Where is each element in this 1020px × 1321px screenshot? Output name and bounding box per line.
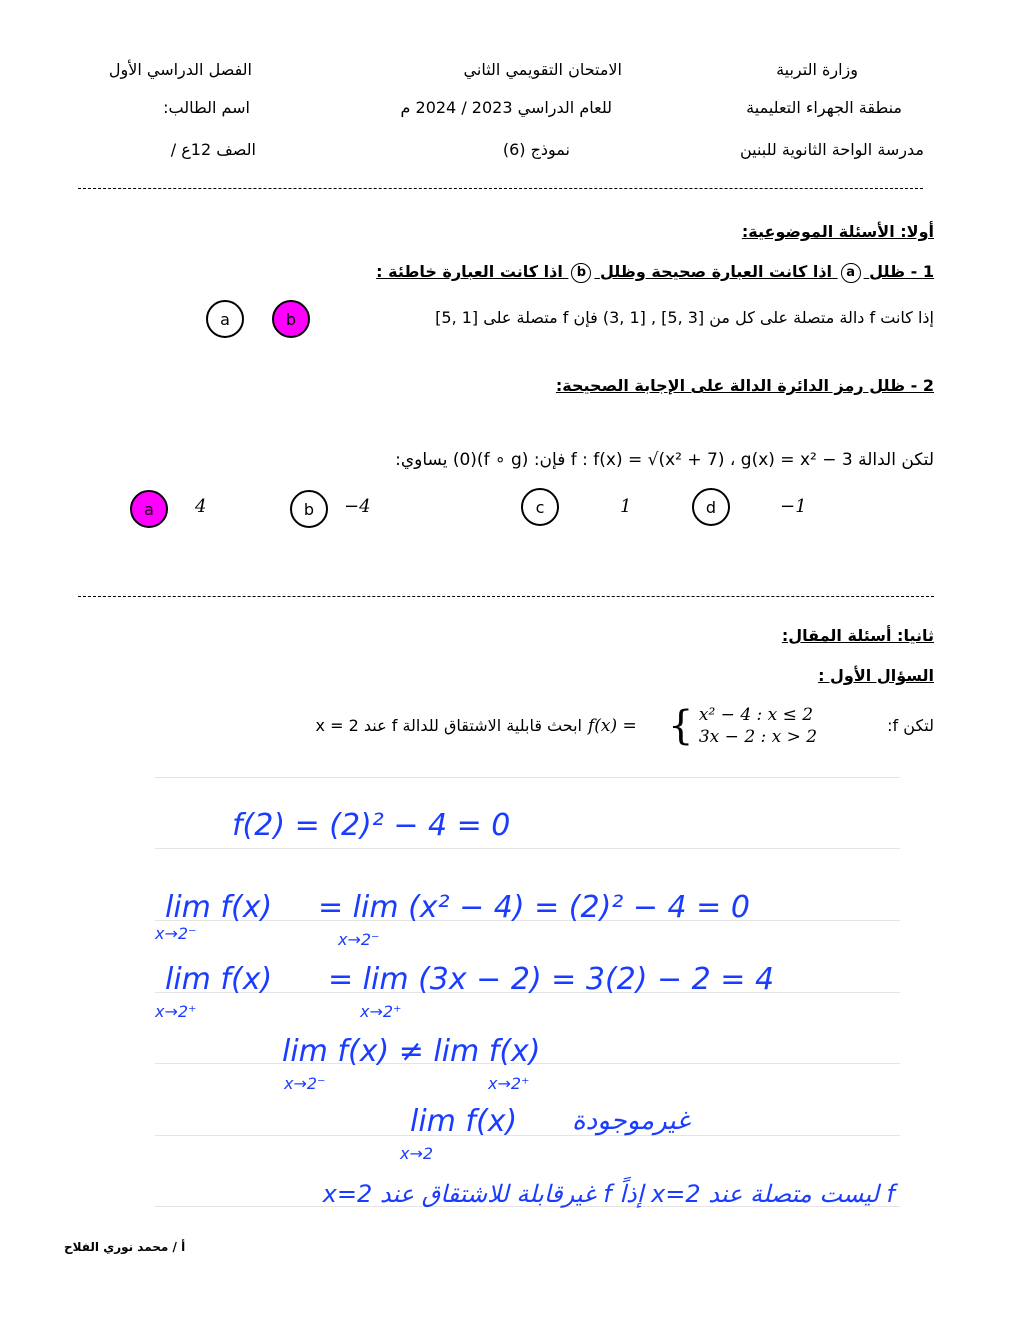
hw-line-4-sub1: x→2⁻ xyxy=(284,1074,326,1093)
hw-line-1: f(2) = (2)² − 4 = 0 xyxy=(232,808,511,843)
hw-line-5: lim f(x) xyxy=(410,1104,518,1139)
academic-year: للعام الدراسي 2023 / 2024 م xyxy=(400,98,612,117)
teacher-name: أ / محمد نوري الفلاح xyxy=(64,1240,186,1254)
q1-instruction: 1 - ظلل a اذا كانت العبارة صحيحة وظلل b اذا كانت العبارة خاطئة : xyxy=(376,262,934,281)
q2-option-a-value: 4 xyxy=(195,496,207,517)
divider xyxy=(78,188,923,189)
q1-choice-a[interactable]: a xyxy=(206,300,244,338)
hw-line-4: lim f(x) ≠ lim f(x) xyxy=(282,1034,541,1069)
school-label: مدرسة الواحة الثانوية للبنين xyxy=(739,140,924,159)
q2-option-d-value: −1 xyxy=(780,496,807,517)
q2-option-c-value: 1 xyxy=(620,496,632,517)
opt-a-icon: a xyxy=(841,263,861,283)
hw-line-6: f ليست متصلة عند x=2 إذاً f غيرقابلة للاشتقاق عند x=2 xyxy=(322,1180,895,1208)
essay-q1-prompt-end: ابحث قابلية الاشتقاق للدالة f عند x = 2 xyxy=(315,716,582,735)
hw-line-3-sub: x→2⁺ xyxy=(155,1002,197,1021)
student-name-label: اسم الطالب: xyxy=(163,98,250,117)
grade-label: الصف 12ع / xyxy=(170,140,256,159)
model-number: نموذج (6) xyxy=(502,140,570,159)
divider xyxy=(78,596,934,597)
hw-line-2-lhs: lim f(x) xyxy=(165,890,273,925)
q2-option-b-value: −4 xyxy=(344,496,371,517)
q2-option-d[interactable]: d xyxy=(692,488,730,526)
section2-title: ثانيا: أسئلة المقال: xyxy=(781,626,934,645)
semester-label: الفصل الدراسي الأول xyxy=(108,60,252,79)
q1-statement: إذا كانت f دالة متصلة على كل من [3 ,5] , [1 ,3) فإن f متصلة على [1 ,5] xyxy=(435,308,934,327)
q2-option-a[interactable]: a xyxy=(130,490,168,528)
piece-2: 3x − 2 : x > 2 xyxy=(698,727,818,747)
hw-line-2-sub: x→2⁻ xyxy=(155,924,197,943)
ministry-label: وزارة التربية xyxy=(776,60,858,79)
f-of-x-label: f(x) = xyxy=(588,716,637,736)
ruled-line xyxy=(155,777,900,778)
essay-q1-prompt-start: لتكن f: xyxy=(887,716,934,735)
section1-title: أولا: الأسئلة الموضوعية: xyxy=(741,222,934,241)
opt-b-icon: b xyxy=(571,263,591,283)
ruled-line xyxy=(155,1135,900,1136)
hw-line-2-sub2: x→2⁻ xyxy=(338,930,380,949)
q2-title: 2 - ظلل رمز الدائرة الدالة على الإجابة الصحيحة: xyxy=(555,376,934,395)
hw-line-5-sub: x→2 xyxy=(400,1144,434,1163)
q2-option-b[interactable]: b xyxy=(290,490,328,528)
q1-choice-b[interactable]: b xyxy=(272,300,310,338)
hw-line-5-arabic: غيرموجودة xyxy=(572,1106,690,1136)
district-label: منطقة الجهراء التعليمية xyxy=(746,98,902,117)
q2-option-c[interactable]: c xyxy=(521,488,559,526)
exam-title: الامتحان التقويمي الثاني xyxy=(463,60,622,79)
hw-line-3-rhs: = lim (3x − 2) = 3(2) − 2 = 4 xyxy=(328,962,775,997)
piecewise-definition: { x² − 4 : x ≤ 2 3x − 2 : x > 2 xyxy=(668,703,818,749)
hw-line-4-sub2: x→2⁺ xyxy=(488,1074,530,1093)
essay-q1-title: السؤال الأول : xyxy=(818,666,934,685)
ruled-line xyxy=(155,848,900,849)
hw-line-3-lhs: lim f(x) xyxy=(165,962,273,997)
piece-1: x² − 4 : x ≤ 2 xyxy=(698,705,814,725)
hw-line-3-sub2: x→2⁺ xyxy=(360,1002,402,1021)
hw-line-2-rhs: = lim (x² − 4) = (2)² − 4 = 0 xyxy=(318,890,750,925)
q2-statement: لتكن الدالة f : f(x) = √(x² + 7) ، g(x) = x² − 3 فإن: (f ∘ g)(0) يساوي: xyxy=(395,450,934,470)
